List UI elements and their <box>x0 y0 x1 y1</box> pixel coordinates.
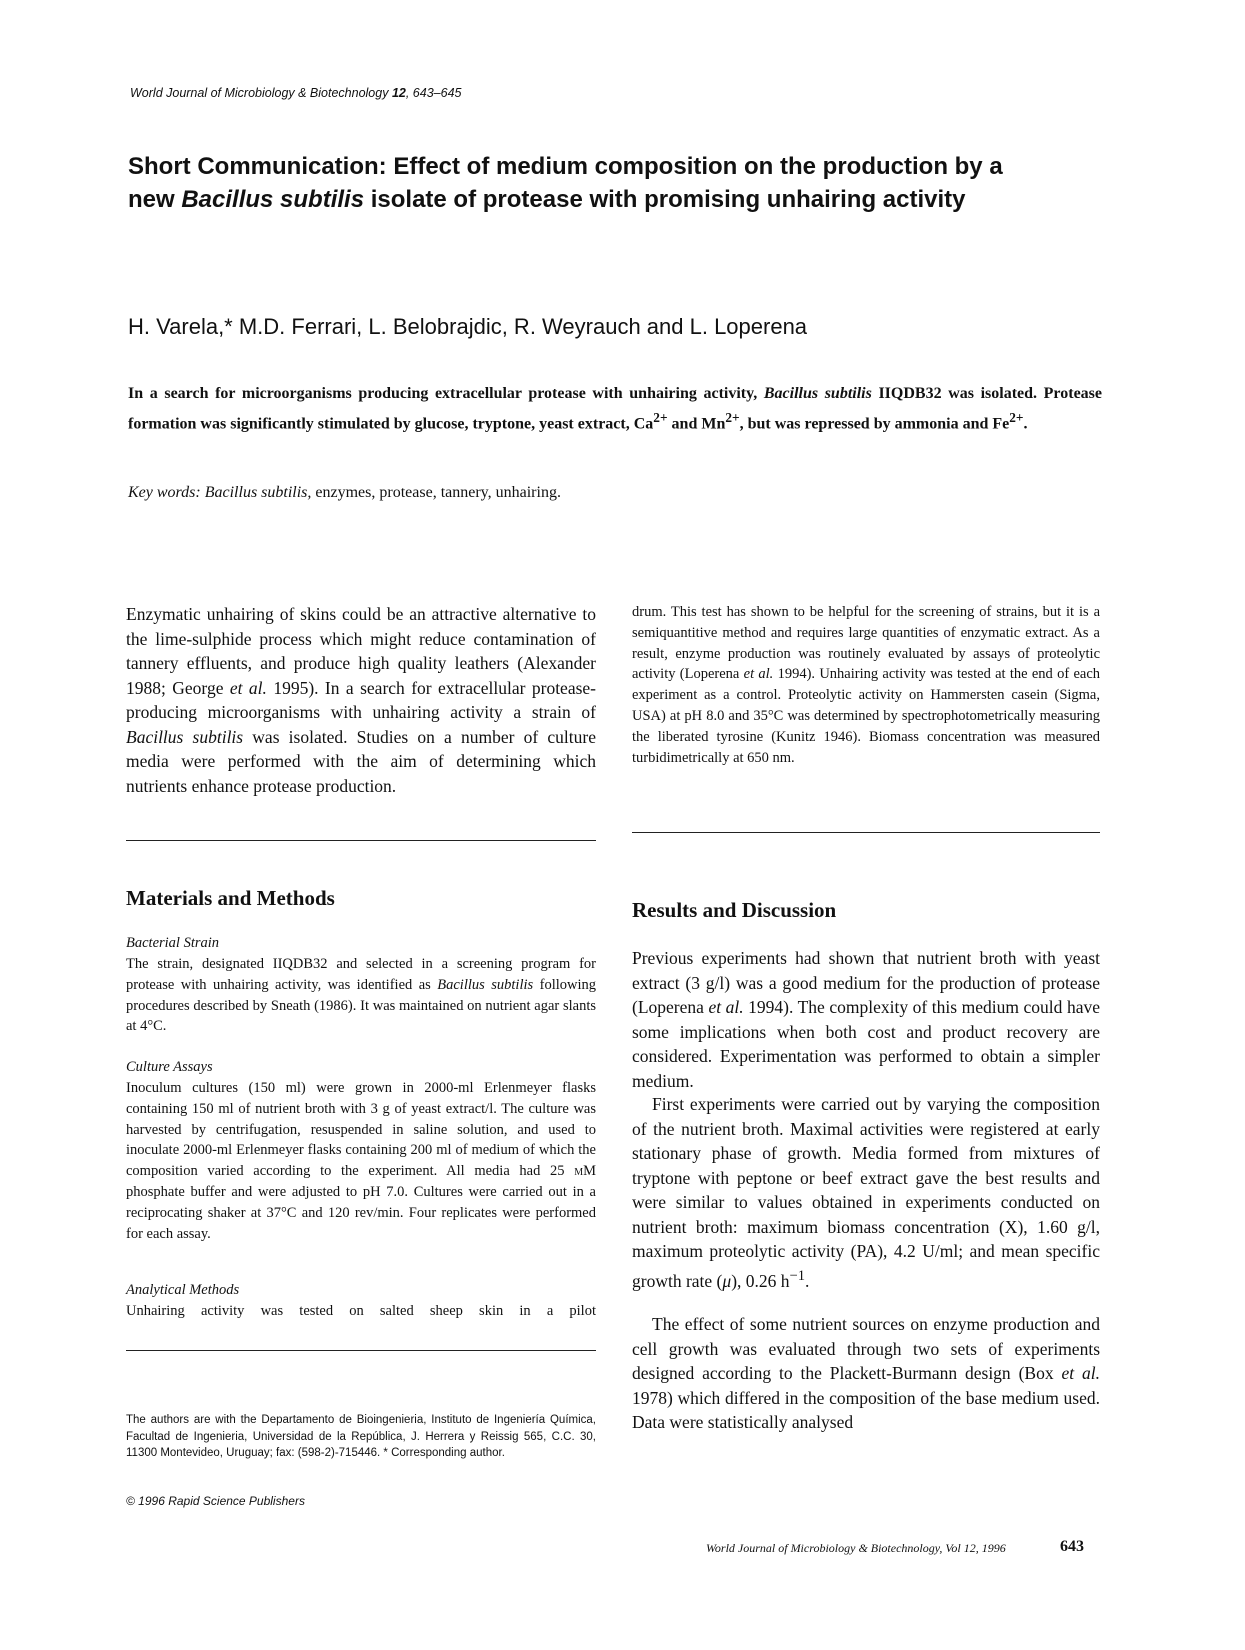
results-heading: Results and Discussion <box>632 898 837 922</box>
results-paragraph-1 <box>632 946 1100 1093</box>
article-title <box>128 150 1128 216</box>
intro-text-2: 1995). In a search for extracellular protease-producing microorganisms with unhairing activity a strain of <box>126 677 596 722</box>
author-affiliation-footnote: The authors are with the Departamento de Bioingenieria, Instituto de Ingeniería Química, Facultad de Ingenieria, Universidad de la República, J. Herrera y Reissig 565, C.C. 30, 11300 Montevideo, Uruguay; fax: (598-2)-715446. * Corresponding author. <box>126 1414 596 1459</box>
continuation-etal: et al. <box>743 666 774 683</box>
methods-heading: Materials and Methods <box>126 886 335 910</box>
abstract-text-1: In a search for microorganisms producing extracellular protease with unhairing activity, <box>128 385 764 402</box>
analytical-subheading: Analytical Methods <box>126 1282 240 1298</box>
culture-paragraph <box>126 1078 596 1244</box>
intro-divider <box>126 840 596 841</box>
title-line-1: Short Communication: Effect of medium composition on the production by a <box>128 153 1003 180</box>
abstract-text-5: . <box>1023 415 1028 433</box>
abstract-ca-charge: 2+ <box>653 410 668 425</box>
abstract-mn-charge: 2+ <box>725 410 740 425</box>
analytical-paragraph: Unhairing activity was tested on salted sheep skin in a pilot <box>126 1303 596 1319</box>
intro-text-3: was isolated. Studies on a number of culture media were performed with the aim of determining which nutrients enhance protease production. <box>126 726 596 796</box>
title-line-2 <box>128 183 1128 216</box>
title-line-2-start: new <box>128 186 182 213</box>
keywords <box>128 484 561 502</box>
results-p3-text-2: 1978) which differed in the composition of the base medium used. Data were statistically analysed <box>632 1387 1100 1432</box>
strain-paragraph <box>126 954 596 1037</box>
journal-volume: 12 <box>391 86 406 100</box>
continuation-text-2: 1994). Unhairing activity was tested at the end of each experiment as a control. Proteolytic activity on Hammersten casein (Sigma, USA) at pH 8.0 and 35°C was determined by spectrophotometrically measuring the liberated tyrosine (Kunitz 1946). Biomass concentration was measured turbidimetrically at 650 nm. <box>632 666 1100 766</box>
strain-text-2: following procedures described by Sneath (1986). It was maintained on nutrient agar slants at 4°C. <box>126 976 597 1035</box>
journal-name: World Journal of Microbiology & Biotechnology <box>130 86 389 100</box>
title-line-2-end: isolate of protease with promising unhairing activity <box>364 186 966 213</box>
continuation-divider <box>632 832 1100 833</box>
results-p3-text-1: The effect of some nutrient sources on enzyme production and cell growth was evaluated through two sets of experiments designed according to the Plackett-Burmann design (Box <box>632 1314 1100 1383</box>
results-p2-text-1: First experiments were carried out by varying the composition of the nutrient broth. Maximal activities were registered at early stationary phase of growth. Media formed from mixtures of tryptone with peptone or beef extract gave the best results and were similar to values obtained in experiments conducted on nutrient broth: maximum biomass concentration (X), 1.60 g/l, maximum proteolytic activity (PA), 4.2 U/ml; and mean specific growth rate ( <box>632 1094 1100 1291</box>
journal-header <box>130 86 461 100</box>
culture-subheading: Culture Assays <box>126 1059 213 1075</box>
intro-etal: et al. <box>229 677 267 698</box>
methods-continuation-paragraph <box>632 602 1100 768</box>
intro-organism: Bacillus subtilis <box>126 726 244 747</box>
results-paragraph-3 <box>632 1312 1100 1435</box>
author-list: H. Varela,* M.D. Ferrari, L. Belobrajdic, R. Weyrauch and L. Loperena <box>128 314 808 339</box>
results-p1-etal: et al. <box>708 997 744 1017</box>
results-p3-etal: et al. <box>1061 1363 1100 1383</box>
title-organism: Bacillus subtilis <box>181 186 365 213</box>
footnote-divider <box>126 1350 596 1351</box>
abstract-organism: Bacillus subtilis <box>763 385 872 402</box>
abstract-text-2: IIQDB32 was isolated. Protease formation was significantly stimulated by glucose, tryptone, yeast extract, Ca <box>128 385 1102 433</box>
continuation-text-1: drum. This test has shown to be helpful for the screening of strains, but it is a semiquantitive method and requires large quantities of enzymatic extract. As a result, enzyme production was routinely evaluated by assays of proteolytic activity (Loperena <box>632 604 1100 683</box>
culture-text-1: Inoculum cultures (150 ml) were grown in 2000-ml Erlenmeyer flasks containing 150 ml of nutrient broth with 3 g of yeast extract/l. The culture was harvested by centrifugation, resuspended in saline solution, and used to inoculate 2000-ml Erlenmeyer flasks containing 200 ml of medium of which the composition varied according to the experiment. All media had 25 <box>126 1080 596 1180</box>
abstract-text-3: and Mn <box>667 415 726 433</box>
results-p2-exponent: −1 <box>789 1267 806 1284</box>
strain-subheading: Bacterial Strain <box>126 935 220 951</box>
copyright-notice: © 1996 Rapid Science Publishers <box>126 1494 305 1508</box>
abstract-text-4: , but was repressed by ammonia and Fe <box>739 415 1010 433</box>
results-p2-mu: μ <box>722 1270 732 1291</box>
results-paragraph-2 <box>632 1092 1100 1293</box>
culture-unit: mM <box>574 1163 596 1180</box>
keywords-label: Key words: Bacillus subtilis, <box>128 484 312 501</box>
results-p2-text-2: ), 0.26 h <box>731 1270 790 1291</box>
results-p1-text-1: Previous experiments had shown that nutrient broth with yeast extract (3 g/l) was a good medium for the production of protease (Loperena <box>632 948 1100 1017</box>
journal-pages: , 643–645 <box>405 86 462 100</box>
abstract-fe-charge: 2+ <box>1009 410 1024 425</box>
intro-paragraph <box>126 602 596 798</box>
page-number: 643 <box>1060 1538 1084 1555</box>
strain-text-1: The strain, designated IIQDB32 and selected in a screening program for protease with unhairing activity, was identified as <box>126 956 596 993</box>
keywords-terms: enzymes, protease, tannery, unhairing. <box>311 484 561 501</box>
strain-organism: Bacillus subtilis <box>437 976 534 993</box>
abstract <box>128 382 1102 436</box>
results-p1-text-2: 1994). The complexity of this medium could have some implications when both cost and product recovery are considered. Experimentation was performed to obtain a simpler medium. <box>632 997 1100 1091</box>
culture-text-2: phosphate buffer and were adjusted to pH 7.0. Cultures were carried out in a reciprocating shaker at 37°C and 120 rev/min. Four replicates were performed for each assay. <box>126 1183 596 1242</box>
intro-text-1: Enzymatic unhairing of skins could be an attractive alternative to the lime-sulphide process which might reduce contamination of tannery effluents, and produce high quality leathers (Alexander 1988; George <box>126 604 596 698</box>
footer-journal: World Journal of Microbiology & Biotechnology, Vol 12, 1996 <box>706 1541 1006 1555</box>
results-p2-text-3: . <box>805 1270 810 1291</box>
